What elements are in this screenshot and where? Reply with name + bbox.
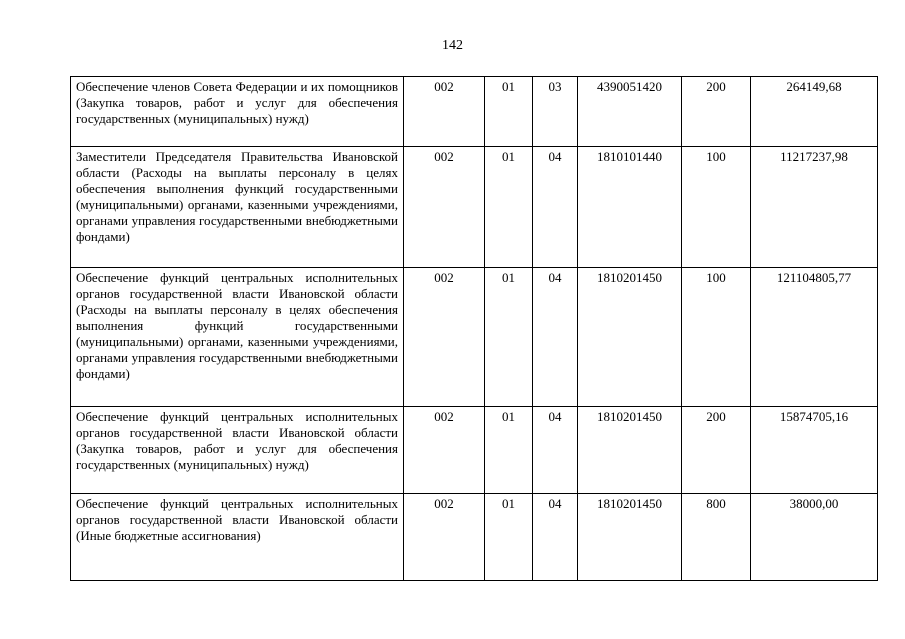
- admin-code: 002: [404, 494, 485, 581]
- row-description: Обеспечение функций центральных исполнительных органов государственной власти Ивановской области (Расходы на выплаты персоналу в целях обеспечения выполнения функций государственными (муниципальными) органами, казенными учреждениями, органами управления государственными внебюджетными фондами): [71, 268, 404, 407]
- table-row: [71, 407, 878, 494]
- amount-value: 15874705,16: [751, 407, 878, 494]
- section-code: 01: [485, 77, 533, 147]
- row-description: Обеспечение функций центральных исполнительных органов государственной власти Ивановской области (Закупка товаров, работ и услуг для обеспечения государственных (муниципальных) нужд): [71, 407, 404, 494]
- expense-type-code: 100: [682, 147, 751, 268]
- target-code: 1810201450: [578, 268, 682, 407]
- target-code: 1810201450: [578, 494, 682, 581]
- target-code: 1810201450: [578, 407, 682, 494]
- admin-code: 002: [404, 268, 485, 407]
- expense-type-code: 200: [682, 77, 751, 147]
- amount-value: 38000,00: [751, 494, 878, 581]
- expense-type-code: 100: [682, 268, 751, 407]
- amount-value: 264149,68: [751, 77, 878, 147]
- table-row: [71, 147, 878, 268]
- section-code: 01: [485, 268, 533, 407]
- target-code: 4390051420: [578, 77, 682, 147]
- row-description: Обеспечение членов Совета Федерации и их помощников (Закупка товаров, работ и услуг для обеспечения государственных (муниципальных) нужд): [71, 77, 404, 147]
- budget-table: [70, 76, 878, 581]
- subsection-code: 03: [533, 77, 578, 147]
- subsection-code: 04: [533, 494, 578, 581]
- page-number: 142: [442, 38, 463, 53]
- section-code: 01: [485, 407, 533, 494]
- amount-value: 11217237,98: [751, 147, 878, 268]
- row-description: Обеспечение функций центральных исполнительных органов государственной власти Ивановской области (Иные бюджетные ассигнования): [71, 494, 404, 581]
- admin-code: 002: [404, 77, 485, 147]
- subsection-code: 04: [533, 407, 578, 494]
- subsection-code: 04: [533, 268, 578, 407]
- subsection-code: 04: [533, 147, 578, 268]
- admin-code: 002: [404, 407, 485, 494]
- section-code: 01: [485, 494, 533, 581]
- amount-value: 121104805,77: [751, 268, 878, 407]
- expense-type-code: 800: [682, 494, 751, 581]
- table-row: [71, 77, 878, 147]
- table-row: [71, 268, 878, 407]
- admin-code: 002: [404, 147, 485, 268]
- row-description: Заместители Председателя Правительства Ивановской области (Расходы на выплаты персоналу в целях обеспечения выполнения функций государственными (муниципальными) органами, казенными учреждениями, органами управления государственными внебюджетными фондами): [71, 147, 404, 268]
- section-code: 01: [485, 147, 533, 268]
- target-code: 1810101440: [578, 147, 682, 268]
- expense-type-code: 200: [682, 407, 751, 494]
- table-row: [71, 494, 878, 581]
